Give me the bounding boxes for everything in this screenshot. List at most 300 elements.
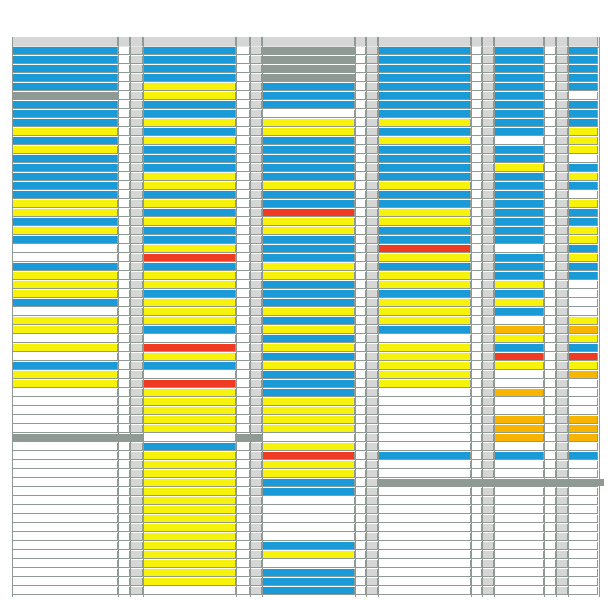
index-cell[interactable] — [118, 461, 130, 469]
index-cell[interactable] — [130, 65, 143, 73]
index-cell[interactable] — [355, 524, 366, 532]
group-2-cell[interactable] — [143, 569, 236, 577]
index-cell[interactable] — [250, 299, 262, 307]
group-3-cell[interactable] — [262, 371, 355, 379]
group-5-cell[interactable] — [494, 281, 544, 289]
index-cell[interactable] — [118, 479, 130, 487]
index-cell[interactable] — [556, 56, 568, 64]
index-cell[interactable] — [236, 218, 250, 226]
group-2-cell[interactable] — [143, 470, 236, 478]
index-cell[interactable] — [544, 65, 556, 73]
index-cell[interactable] — [471, 470, 482, 478]
group-4-cell[interactable] — [378, 569, 471, 577]
group-1-cell[interactable] — [12, 461, 118, 469]
group-2-cell[interactable] — [143, 209, 236, 217]
index-cell[interactable] — [471, 56, 482, 64]
group-3-cell[interactable] — [262, 209, 355, 217]
group-5-cell[interactable] — [494, 515, 544, 523]
index-cell[interactable] — [236, 209, 250, 217]
group-6-cell[interactable] — [568, 101, 598, 109]
index-cell[interactable] — [236, 389, 250, 397]
index-cell[interactable] — [544, 245, 556, 253]
index-cell[interactable] — [355, 92, 366, 100]
group-3-cell[interactable] — [262, 254, 355, 262]
index-cell[interactable] — [130, 407, 143, 415]
index-cell[interactable] — [556, 326, 568, 334]
index-cell[interactable] — [130, 569, 143, 577]
group-2-cell[interactable] — [143, 578, 236, 586]
index-cell[interactable] — [471, 236, 482, 244]
group-4-cell[interactable] — [378, 353, 471, 361]
index-cell[interactable] — [556, 308, 568, 316]
index-cell[interactable] — [471, 65, 482, 73]
group-6-cell[interactable] — [568, 344, 598, 352]
group-4-cell[interactable] — [378, 101, 471, 109]
index-cell[interactable] — [544, 488, 556, 496]
index-cell[interactable] — [482, 488, 494, 496]
group-1-cell[interactable] — [12, 92, 118, 100]
index-cell[interactable] — [130, 209, 143, 217]
group-6-cell[interactable] — [568, 173, 598, 181]
index-cell[interactable] — [250, 317, 262, 325]
index-cell[interactable] — [250, 236, 262, 244]
group-2-cell[interactable] — [143, 317, 236, 325]
index-cell[interactable] — [130, 200, 143, 208]
group-1-cell[interactable] — [12, 371, 118, 379]
group-2-cell[interactable] — [143, 263, 236, 271]
index-cell[interactable] — [355, 515, 366, 523]
index-cell[interactable] — [236, 506, 250, 514]
index-cell[interactable] — [355, 560, 366, 568]
index-cell[interactable] — [250, 587, 262, 595]
index-cell[interactable] — [355, 173, 366, 181]
index-cell[interactable] — [544, 299, 556, 307]
index-cell[interactable] — [355, 479, 366, 487]
index-cell[interactable] — [544, 281, 556, 289]
group-4-cell[interactable] — [378, 281, 471, 289]
index-cell[interactable] — [471, 281, 482, 289]
group-3-cell[interactable] — [262, 497, 355, 505]
index-cell[interactable] — [118, 56, 130, 64]
group-5-cell[interactable] — [494, 200, 544, 208]
index-cell[interactable] — [544, 110, 556, 118]
index-cell[interactable] — [482, 119, 494, 127]
group-6-cell[interactable] — [568, 263, 598, 271]
group-2-cell[interactable] — [143, 227, 236, 235]
group-4-cell[interactable] — [378, 515, 471, 523]
index-cell[interactable] — [130, 164, 143, 172]
index-cell[interactable] — [366, 569, 378, 577]
index-cell[interactable] — [130, 92, 143, 100]
group-6-cell[interactable] — [568, 119, 598, 127]
group-2-cell[interactable] — [143, 416, 236, 424]
index-cell[interactable] — [471, 578, 482, 586]
index-cell[interactable] — [471, 47, 482, 55]
index-cell[interactable] — [482, 146, 494, 154]
index-cell[interactable] — [366, 164, 378, 172]
index-cell[interactable] — [355, 326, 366, 334]
index-cell[interactable] — [366, 299, 378, 307]
index-cell[interactable] — [250, 416, 262, 424]
index-cell[interactable] — [482, 110, 494, 118]
group-4-cell[interactable] — [378, 416, 471, 424]
group-3-cell[interactable] — [262, 461, 355, 469]
group-1-cell[interactable] — [12, 470, 118, 478]
group-6-cell[interactable] — [568, 182, 598, 190]
index-cell[interactable] — [130, 110, 143, 118]
index-cell[interactable] — [366, 380, 378, 388]
index-cell[interactable] — [250, 506, 262, 514]
index-cell[interactable] — [482, 461, 494, 469]
group-3-cell[interactable] — [262, 326, 355, 334]
group-3-cell[interactable] — [262, 218, 355, 226]
group-4-cell[interactable] — [378, 128, 471, 136]
index-cell[interactable] — [471, 326, 482, 334]
index-cell[interactable] — [366, 524, 378, 532]
group-5-cell[interactable] — [494, 236, 544, 244]
index-cell[interactable] — [236, 317, 250, 325]
group-6-cell[interactable] — [568, 146, 598, 154]
index-cell[interactable] — [236, 299, 250, 307]
index-cell[interactable] — [482, 227, 494, 235]
index-cell[interactable] — [130, 353, 143, 361]
group-1-cell[interactable] — [12, 533, 118, 541]
index-cell[interactable] — [236, 281, 250, 289]
index-cell[interactable] — [118, 515, 130, 523]
index-cell[interactable] — [250, 254, 262, 262]
index-cell[interactable] — [130, 398, 143, 406]
index-cell[interactable] — [556, 551, 568, 559]
index-cell[interactable] — [482, 389, 494, 397]
group-4-cell[interactable] — [378, 254, 471, 262]
index-cell[interactable] — [130, 560, 143, 568]
column-header[interactable] — [378, 37, 471, 46]
index-cell[interactable] — [482, 425, 494, 433]
index-cell[interactable] — [482, 533, 494, 541]
index-cell[interactable] — [366, 353, 378, 361]
index-cell[interactable] — [366, 587, 378, 595]
index-cell[interactable] — [250, 497, 262, 505]
index-cell[interactable] — [556, 155, 568, 163]
group-4-cell[interactable] — [378, 308, 471, 316]
index-cell[interactable] — [118, 182, 130, 190]
index-cell[interactable] — [471, 182, 482, 190]
group-6-cell[interactable] — [568, 335, 598, 343]
group-4-cell[interactable] — [378, 299, 471, 307]
index-cell[interactable] — [236, 479, 250, 487]
group-5-cell[interactable] — [494, 398, 544, 406]
group-4-cell[interactable] — [378, 200, 471, 208]
index-cell[interactable] — [250, 560, 262, 568]
index-cell[interactable] — [355, 236, 366, 244]
index-cell[interactable] — [130, 542, 143, 550]
group-1-cell[interactable] — [12, 56, 118, 64]
group-3-cell[interactable] — [262, 272, 355, 280]
index-cell[interactable] — [130, 425, 143, 433]
index-cell[interactable] — [556, 119, 568, 127]
group-5-cell[interactable] — [494, 560, 544, 568]
group-2-cell[interactable] — [143, 245, 236, 253]
index-cell[interactable] — [236, 173, 250, 181]
group-3-cell[interactable] — [262, 92, 355, 100]
group-5-cell[interactable] — [494, 470, 544, 478]
index-cell[interactable] — [482, 254, 494, 262]
index-cell[interactable] — [544, 155, 556, 163]
index-cell[interactable] — [471, 371, 482, 379]
index-cell[interactable] — [236, 56, 250, 64]
index-cell[interactable] — [236, 425, 250, 433]
group-5-cell[interactable] — [494, 569, 544, 577]
index-cell[interactable] — [355, 398, 366, 406]
index-cell[interactable] — [544, 236, 556, 244]
index-cell[interactable] — [250, 425, 262, 433]
index-cell[interactable] — [118, 200, 130, 208]
index-cell[interactable] — [544, 398, 556, 406]
group-6-cell[interactable] — [568, 533, 598, 541]
index-cell[interactable] — [482, 200, 494, 208]
index-cell[interactable] — [556, 371, 568, 379]
group-1-cell[interactable] — [12, 308, 118, 316]
index-cell[interactable] — [236, 587, 250, 595]
index-cell[interactable] — [236, 155, 250, 163]
index-cell[interactable] — [471, 272, 482, 280]
index-cell[interactable] — [366, 83, 378, 91]
index-cell[interactable] — [544, 506, 556, 514]
index-cell[interactable] — [118, 164, 130, 172]
index-cell[interactable] — [482, 326, 494, 334]
group-6-cell[interactable] — [568, 155, 598, 163]
group-1-cell[interactable] — [12, 443, 118, 451]
index-cell[interactable] — [482, 101, 494, 109]
index-cell[interactable] — [355, 272, 366, 280]
index-cell[interactable] — [130, 470, 143, 478]
index-cell[interactable] — [130, 317, 143, 325]
group-3-cell[interactable] — [262, 524, 355, 532]
group-1-cell[interactable] — [12, 488, 118, 496]
index-cell[interactable] — [130, 578, 143, 586]
index-cell[interactable] — [355, 191, 366, 199]
index-cell[interactable] — [544, 272, 556, 280]
group-4-cell[interactable] — [378, 173, 471, 181]
index-cell[interactable] — [355, 416, 366, 424]
index-cell[interactable] — [250, 56, 262, 64]
index-cell[interactable] — [250, 182, 262, 190]
index-cell[interactable] — [130, 290, 143, 298]
index-cell[interactable] — [250, 542, 262, 550]
index-cell[interactable] — [355, 263, 366, 271]
index-cell[interactable] — [366, 416, 378, 424]
group-4-cell[interactable] — [378, 407, 471, 415]
index-cell[interactable] — [471, 398, 482, 406]
group-4-cell[interactable] — [378, 542, 471, 550]
index-cell[interactable] — [250, 263, 262, 271]
index-cell[interactable] — [482, 155, 494, 163]
index-cell[interactable] — [544, 434, 556, 442]
group-3-cell[interactable] — [262, 488, 355, 496]
index-cell[interactable] — [482, 362, 494, 370]
group-5-cell[interactable] — [494, 227, 544, 235]
index-cell[interactable] — [366, 110, 378, 118]
index-cell[interactable] — [544, 362, 556, 370]
group-6-cell[interactable] — [568, 110, 598, 118]
index-cell[interactable] — [556, 452, 568, 460]
group-2-cell[interactable] — [143, 488, 236, 496]
index-cell[interactable] — [482, 587, 494, 595]
group-2-cell[interactable] — [143, 524, 236, 532]
group-2-cell[interactable] — [143, 515, 236, 523]
group-3-cell[interactable] — [262, 110, 355, 118]
index-cell[interactable] — [355, 380, 366, 388]
index-cell[interactable] — [130, 173, 143, 181]
index-cell[interactable] — [544, 164, 556, 172]
group-2-cell[interactable] — [143, 290, 236, 298]
group-6-cell[interactable] — [568, 308, 598, 316]
group-6-cell[interactable] — [568, 209, 598, 217]
group-1-cell[interactable] — [12, 146, 118, 154]
group-3-cell[interactable] — [262, 389, 355, 397]
group-2-cell[interactable] — [143, 362, 236, 370]
index-cell[interactable] — [130, 227, 143, 235]
index-cell[interactable] — [544, 515, 556, 523]
group-6-cell[interactable] — [568, 83, 598, 91]
column-header[interactable] — [556, 37, 568, 46]
index-cell[interactable] — [366, 146, 378, 154]
group-5-cell[interactable] — [494, 101, 544, 109]
group-1-cell[interactable] — [12, 209, 118, 217]
index-cell[interactable] — [544, 497, 556, 505]
group-1-cell[interactable] — [12, 344, 118, 352]
index-cell[interactable] — [471, 128, 482, 136]
index-cell[interactable] — [556, 524, 568, 532]
group-3-cell[interactable] — [262, 308, 355, 316]
index-cell[interactable] — [118, 578, 130, 586]
index-cell[interactable] — [366, 272, 378, 280]
index-cell[interactable] — [236, 200, 250, 208]
group-5-cell[interactable] — [494, 92, 544, 100]
group-4-cell[interactable] — [378, 290, 471, 298]
group-4-cell[interactable] — [378, 65, 471, 73]
index-cell[interactable] — [482, 578, 494, 586]
column-header[interactable] — [366, 37, 378, 46]
index-cell[interactable] — [556, 488, 568, 496]
index-cell[interactable] — [366, 434, 378, 442]
index-cell[interactable] — [130, 551, 143, 559]
group-3-cell[interactable] — [262, 362, 355, 370]
index-cell[interactable] — [556, 263, 568, 271]
index-cell[interactable] — [130, 299, 143, 307]
index-cell[interactable] — [355, 56, 366, 64]
group-6-cell[interactable] — [568, 371, 598, 379]
index-cell[interactable] — [556, 578, 568, 586]
index-cell[interactable] — [355, 551, 366, 559]
index-cell[interactable] — [130, 101, 143, 109]
index-cell[interactable] — [556, 47, 568, 55]
index-cell[interactable] — [355, 137, 366, 145]
group-3-cell[interactable] — [262, 227, 355, 235]
index-cell[interactable] — [471, 155, 482, 163]
index-cell[interactable] — [118, 398, 130, 406]
index-cell[interactable] — [471, 434, 482, 442]
index-cell[interactable] — [544, 470, 556, 478]
group-3-cell[interactable] — [262, 83, 355, 91]
group-3-cell[interactable] — [262, 470, 355, 478]
index-cell[interactable] — [544, 83, 556, 91]
group-4-cell[interactable] — [378, 533, 471, 541]
index-cell[interactable] — [471, 263, 482, 271]
index-cell[interactable] — [118, 191, 130, 199]
group-6-cell[interactable] — [568, 551, 598, 559]
column-header[interactable] — [568, 37, 598, 46]
index-cell[interactable] — [556, 74, 568, 82]
column-header[interactable] — [494, 37, 544, 46]
index-cell[interactable] — [366, 227, 378, 235]
index-cell[interactable] — [118, 488, 130, 496]
index-cell[interactable] — [471, 551, 482, 559]
index-cell[interactable] — [355, 497, 366, 505]
index-cell[interactable] — [250, 209, 262, 217]
index-cell[interactable] — [556, 425, 568, 433]
group-4-cell[interactable] — [378, 497, 471, 505]
index-cell[interactable] — [482, 137, 494, 145]
index-cell[interactable] — [482, 173, 494, 181]
group-2-cell[interactable] — [143, 173, 236, 181]
index-cell[interactable] — [366, 47, 378, 55]
index-cell[interactable] — [355, 308, 366, 316]
index-cell[interactable] — [482, 353, 494, 361]
group-6-cell[interactable] — [568, 461, 598, 469]
index-cell[interactable] — [355, 83, 366, 91]
index-cell[interactable] — [556, 65, 568, 73]
index-cell[interactable] — [236, 254, 250, 262]
index-cell[interactable] — [250, 155, 262, 163]
index-cell[interactable] — [236, 92, 250, 100]
index-cell[interactable] — [556, 254, 568, 262]
index-cell[interactable] — [250, 488, 262, 496]
index-cell[interactable] — [556, 299, 568, 307]
group-3-cell[interactable] — [262, 173, 355, 181]
group-4-cell[interactable] — [378, 389, 471, 397]
index-cell[interactable] — [236, 362, 250, 370]
group-4-cell[interactable] — [378, 272, 471, 280]
index-cell[interactable] — [556, 317, 568, 325]
index-cell[interactable] — [355, 110, 366, 118]
index-cell[interactable] — [471, 83, 482, 91]
index-cell[interactable] — [471, 164, 482, 172]
group-5-cell[interactable] — [494, 299, 544, 307]
index-cell[interactable] — [355, 182, 366, 190]
index-cell[interactable] — [250, 308, 262, 316]
group-6-cell[interactable] — [568, 416, 598, 424]
group-3-cell[interactable] — [262, 344, 355, 352]
index-cell[interactable] — [130, 281, 143, 289]
index-cell[interactable] — [471, 101, 482, 109]
group-2-cell[interactable] — [143, 389, 236, 397]
group-5-cell[interactable] — [494, 416, 544, 424]
group-1-cell[interactable] — [12, 515, 118, 523]
index-cell[interactable] — [556, 200, 568, 208]
group-6-cell[interactable] — [568, 65, 598, 73]
group-1-cell[interactable] — [12, 299, 118, 307]
group-6-cell[interactable] — [568, 326, 598, 334]
index-cell[interactable] — [471, 110, 482, 118]
index-cell[interactable] — [236, 47, 250, 55]
group-2-cell[interactable] — [143, 506, 236, 514]
group-3-cell[interactable] — [262, 569, 355, 577]
group-5-cell[interactable] — [494, 254, 544, 262]
index-cell[interactable] — [471, 254, 482, 262]
group-3-cell[interactable] — [262, 281, 355, 289]
group-5-cell[interactable] — [494, 47, 544, 55]
